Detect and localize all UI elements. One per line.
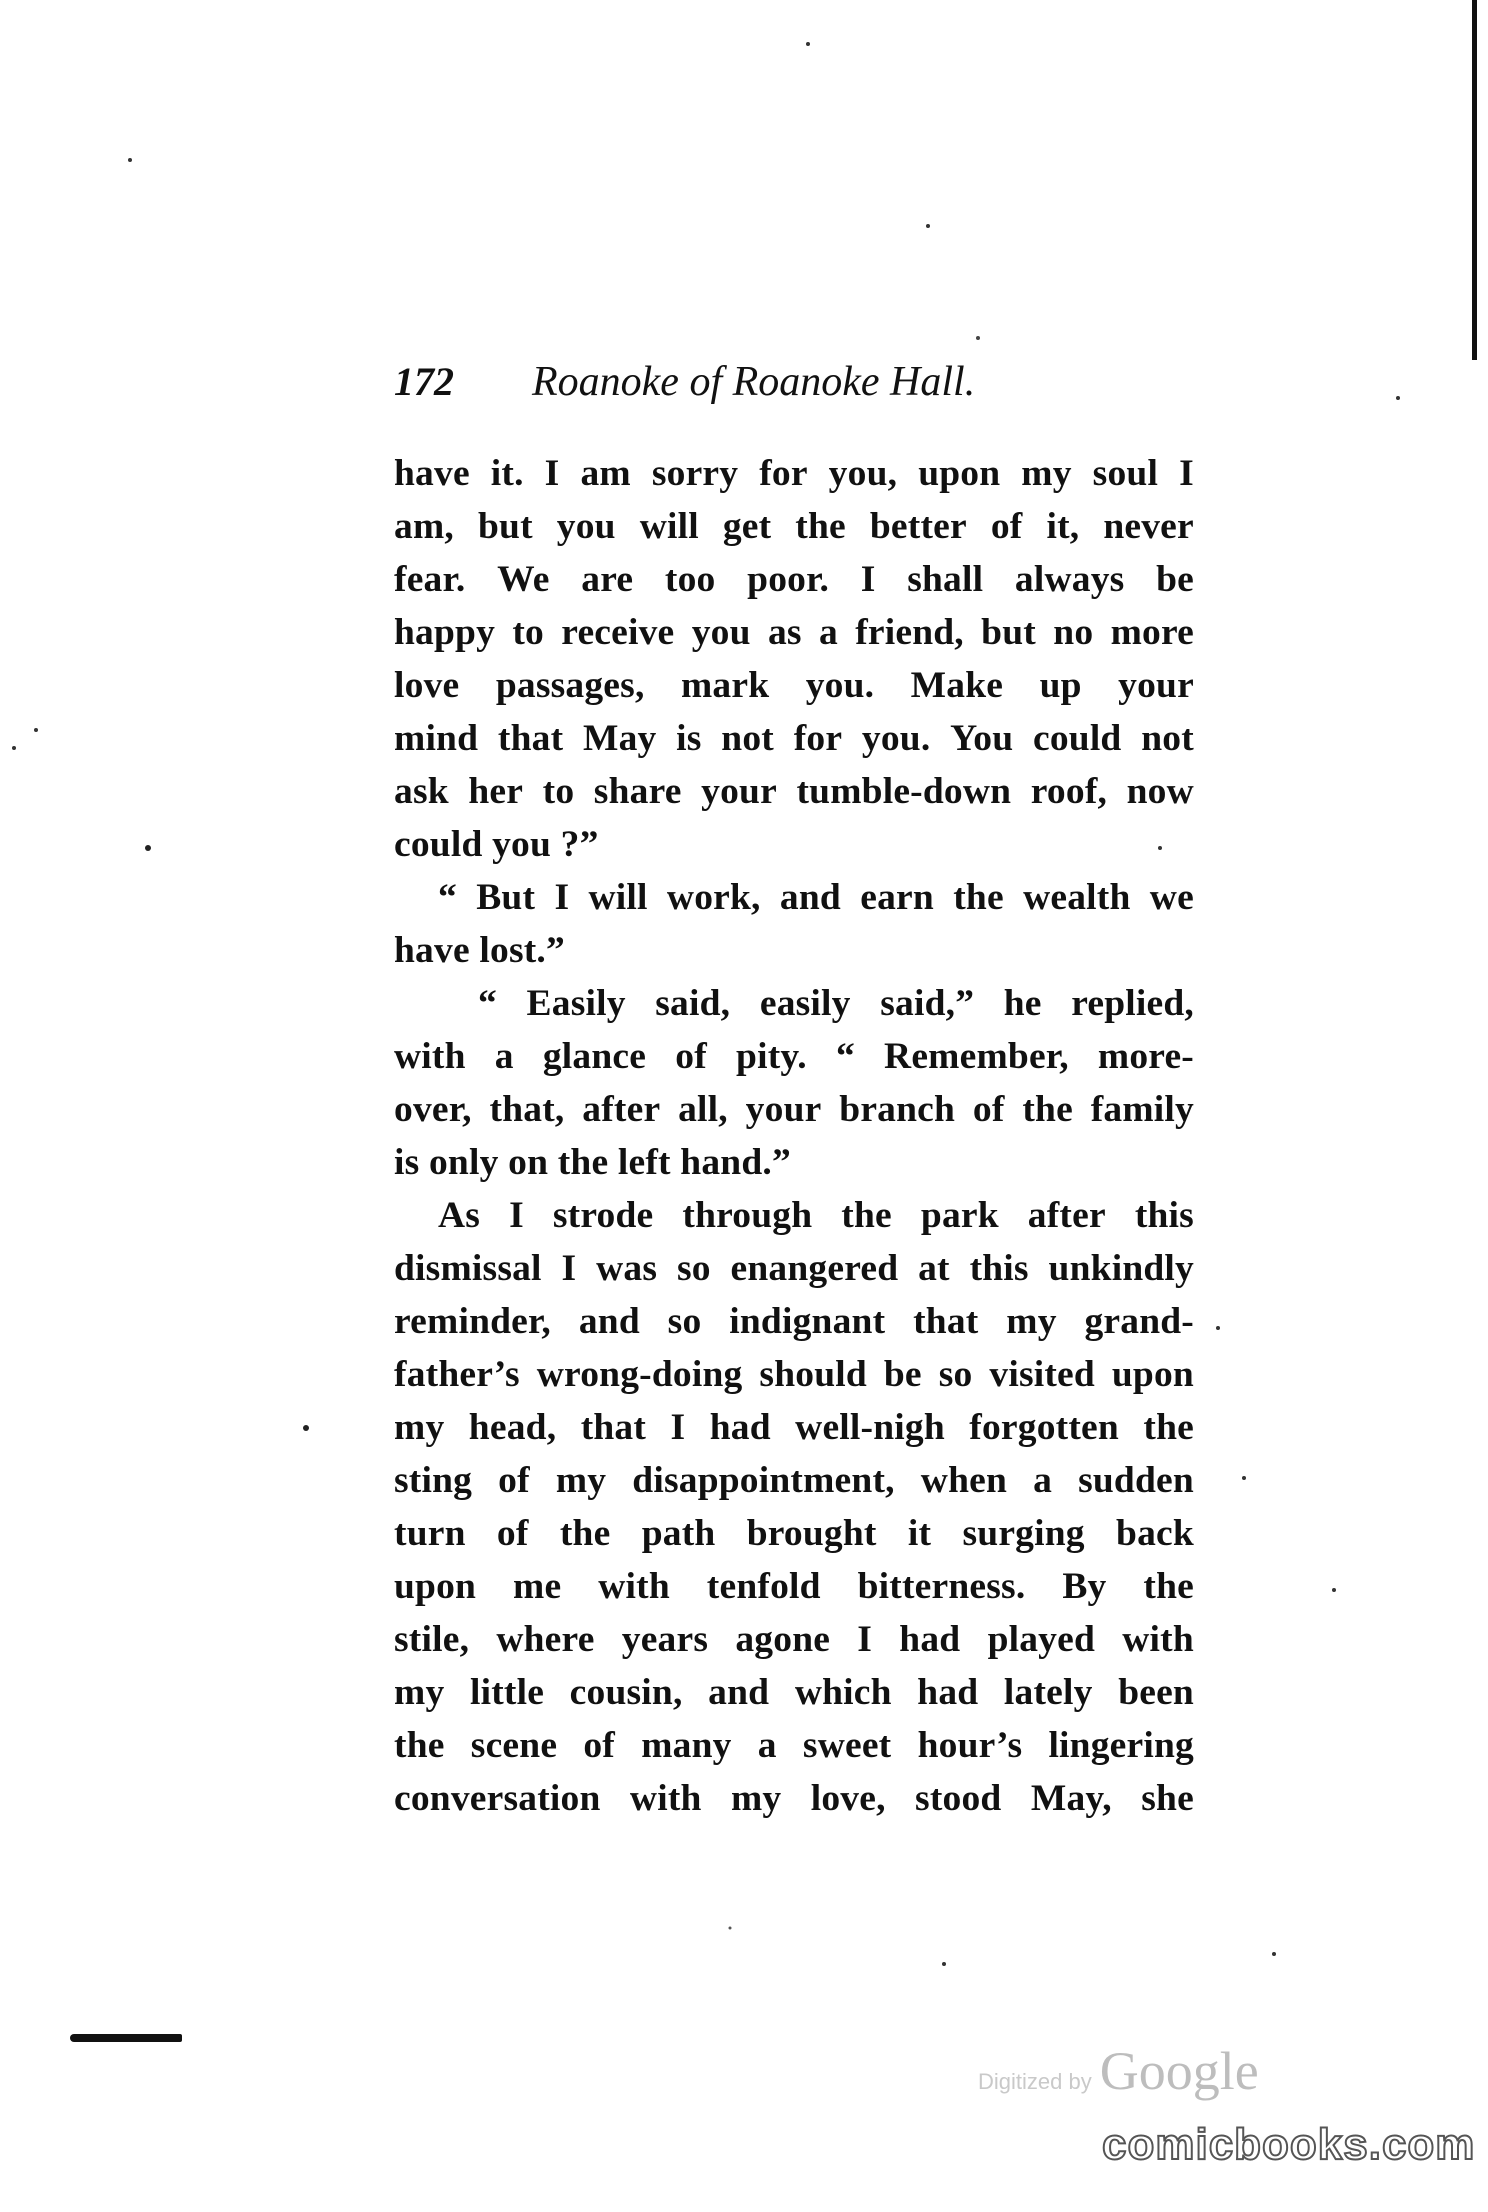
text-line: “ But I will work, and earn the wealth we [438, 877, 1194, 918]
text-line: dismissal I was so enangered at this unkindly [394, 1248, 1194, 1289]
page-edge-shadow [1472, 0, 1477, 360]
text-line: have lost.” [394, 930, 565, 971]
google-logo-text: Google [1099, 2041, 1259, 2101]
text-line: the scene of many a sweet hour’s lingering [394, 1725, 1194, 1766]
text-line: have it. I am sorry for you, upon my soul I [394, 453, 1194, 494]
page-header [394, 358, 1194, 418]
text-line: fear. We are too poor. I shall always be [394, 559, 1194, 600]
text-line: my little cousin, and which had lately been [394, 1672, 1194, 1713]
text-line: ask her to share your tumble-down roof, now [394, 771, 1194, 812]
text-line: could you ?” [394, 824, 599, 865]
binding-mark [70, 2034, 182, 2042]
body-text [394, 447, 1194, 1825]
text-line: mind that May is not for you. You could not [394, 718, 1194, 759]
text-line: reminder, and so indignant that my grand- [394, 1301, 1194, 1342]
text-line: sting of my disappointment, when a sudden [394, 1460, 1194, 1501]
text-line: am, but you will get the better of it, never [394, 506, 1194, 547]
text-line: As I strode through the park after this [438, 1195, 1194, 1236]
text-line: over, that, after all, your branch of the family [394, 1089, 1194, 1130]
digitized-by-label: Digitized by [978, 2069, 1092, 2094]
page-number: 172 [394, 359, 454, 404]
text-line: is only on the left hand.” [394, 1142, 791, 1183]
text-line: love passages, mark you. Make up your [394, 665, 1194, 706]
text-line: my head, that I had well-nigh forgotten the [394, 1407, 1194, 1448]
text-line: stile, where years agone I had played with [394, 1619, 1194, 1660]
text-line: happy to receive you as a friend, but no more [394, 612, 1194, 653]
text-line: father’s wrong-doing should be so visited upon [394, 1354, 1194, 1395]
text-line: conversation with my love, stood May, she [394, 1778, 1194, 1819]
text-line: with a glance of pity. “ Remember, more- [394, 1036, 1194, 1077]
running-title: Roanoke of Roanoke Hall. [532, 359, 976, 405]
text-line: turn of the path brought it surging back [394, 1513, 1194, 1554]
text-line: “ Easily said, easily said,” he replied, [478, 983, 1194, 1024]
digitized-by-google [978, 2040, 1259, 2102]
watermark: comicbooks.com [1102, 2120, 1476, 2169]
text-line: upon me with tenfold bitterness. By the [394, 1566, 1194, 1607]
